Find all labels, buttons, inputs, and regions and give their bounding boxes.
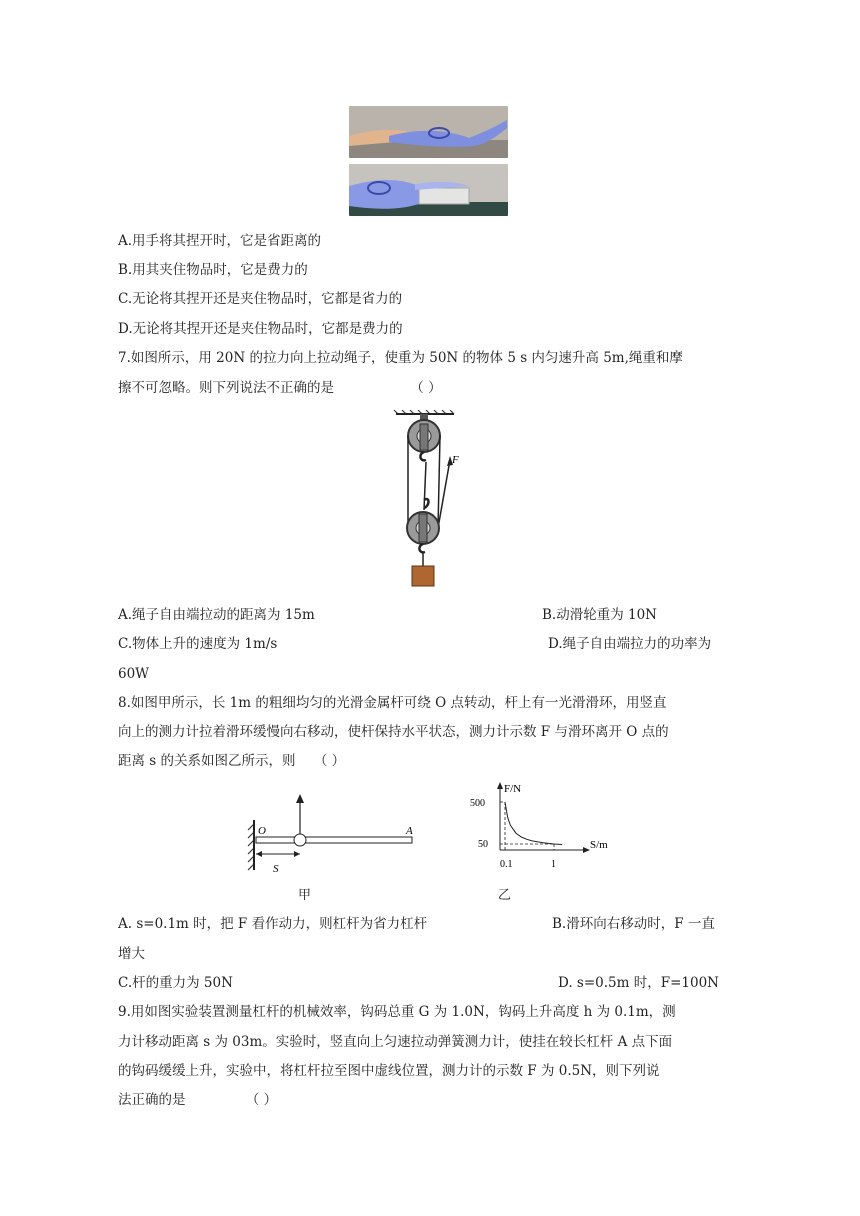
q7-stem-line1: 7.如图所示，用 20N 的拉力向上拉动绳子，使重为 50N 的物体 5 s 内匀速升高 5m,绳重和摩 (118, 350, 683, 366)
q8-option-c: C.杆的重力为 50N (118, 975, 233, 991)
x-tick-0-1: 0.1 (500, 859, 513, 870)
q8-stem-text: 距离 s 的关系如图乙所示，则 (118, 753, 296, 769)
y-tick-50: 50 (478, 839, 488, 850)
caption-yi: 乙 (498, 888, 512, 903)
q8-option-b: B.滑环向右移动时，F 一直 (552, 916, 715, 932)
q6-option-a: A.用手将其捏开时，它是省距离的 (118, 233, 322, 249)
label-s: S (273, 863, 279, 875)
q7-option-c: C.物体上升的速度为 1m/s (118, 636, 278, 652)
q9-stem-line2: 力计移动距离 s 为 03m。实验时，竖直向上匀速拉动弹簧测力计，使挂在较长杠杆 A 点下面 (118, 1034, 673, 1050)
force-distance-graph-yi (460, 778, 620, 880)
q7-option-d: D.绳子自由端拉力的功率为 (548, 636, 712, 652)
q8-option-d: D. s=0.5m 时，F=100N (558, 975, 719, 991)
q7-option-d-cont: 60W (118, 666, 150, 682)
q8-option-b-cont: 增大 (118, 946, 145, 962)
q8-stem-line3 (118, 751, 345, 771)
q7-bracket: （ ） (410, 380, 442, 396)
q9-stem-line1: 9.用如图实验装置测量杠杆的机械效率，钩码总重 G 为 1.0N，钩码上升高度 h 为 0.1m，测 (118, 1004, 676, 1020)
x-tick-1: 1 (551, 859, 556, 870)
q8-option-a: A. s=0.1m 时，把 F 看作动力，则杠杆为省力杠杆 (118, 916, 428, 932)
q7-option-a: A.绳子自由端拉动的距离为 15m (118, 607, 315, 623)
force-label-f: F (452, 454, 459, 466)
x-axis-label: S/m (590, 839, 608, 851)
q8-stem-line1: 8.如图甲所示，长 1m 的粗细均匀的光滑金属杆可绕 O 点转动，杆上有一光滑滑环，用竖直 (118, 695, 667, 711)
metal-rod (256, 837, 412, 843)
slide-ring (294, 834, 306, 846)
f-s-curve (505, 802, 562, 845)
q7-stem-line2 (118, 378, 442, 398)
y-tick-500: 500 (470, 798, 485, 809)
clip-photo-holding (349, 164, 508, 216)
label-a: A (406, 825, 413, 837)
q7-option-b: B.动滑轮重为 10N (542, 607, 657, 623)
f-s-curve-group (500, 802, 562, 850)
clip-photo-open (349, 106, 508, 158)
q9-stem-line3: 的钩码缓缓上升，实验中，将杠杆拉至图中虚线位置，测力计的示数 F 为 0.5N，则下列说 (118, 1063, 660, 1079)
q8-bracket: （ ） (313, 753, 346, 769)
q9-stem-text: 法正确的是 (118, 1092, 186, 1108)
label-o: O (258, 825, 266, 837)
q7-stem-text: 擦不可忽略。则下列说法不正确的是 (118, 380, 334, 396)
q9-bracket: （ ） (245, 1092, 278, 1108)
q6-option-d: D.无论将其捏开还是夹住物品时，它都是费力的 (118, 321, 403, 337)
y-axis-label: F/N (504, 783, 522, 795)
weight-block (412, 566, 434, 586)
caption-jia: 甲 (298, 888, 312, 903)
q9-stem-line4 (118, 1090, 277, 1110)
q8-stem-line2: 向上的测力计拉着滑环缓慢向右移动，使杆保持水平状态，测力计示数 F 与滑环离开 O 点的 (118, 724, 669, 740)
lever-figure-jia (236, 792, 426, 882)
pulley-system-figure (390, 410, 470, 590)
q6-option-b: B.用其夹住物品时，它是费力的 (118, 262, 308, 278)
q6-option-c: C.无论将其捏开还是夹住物品时，它都是省力的 (118, 291, 403, 307)
